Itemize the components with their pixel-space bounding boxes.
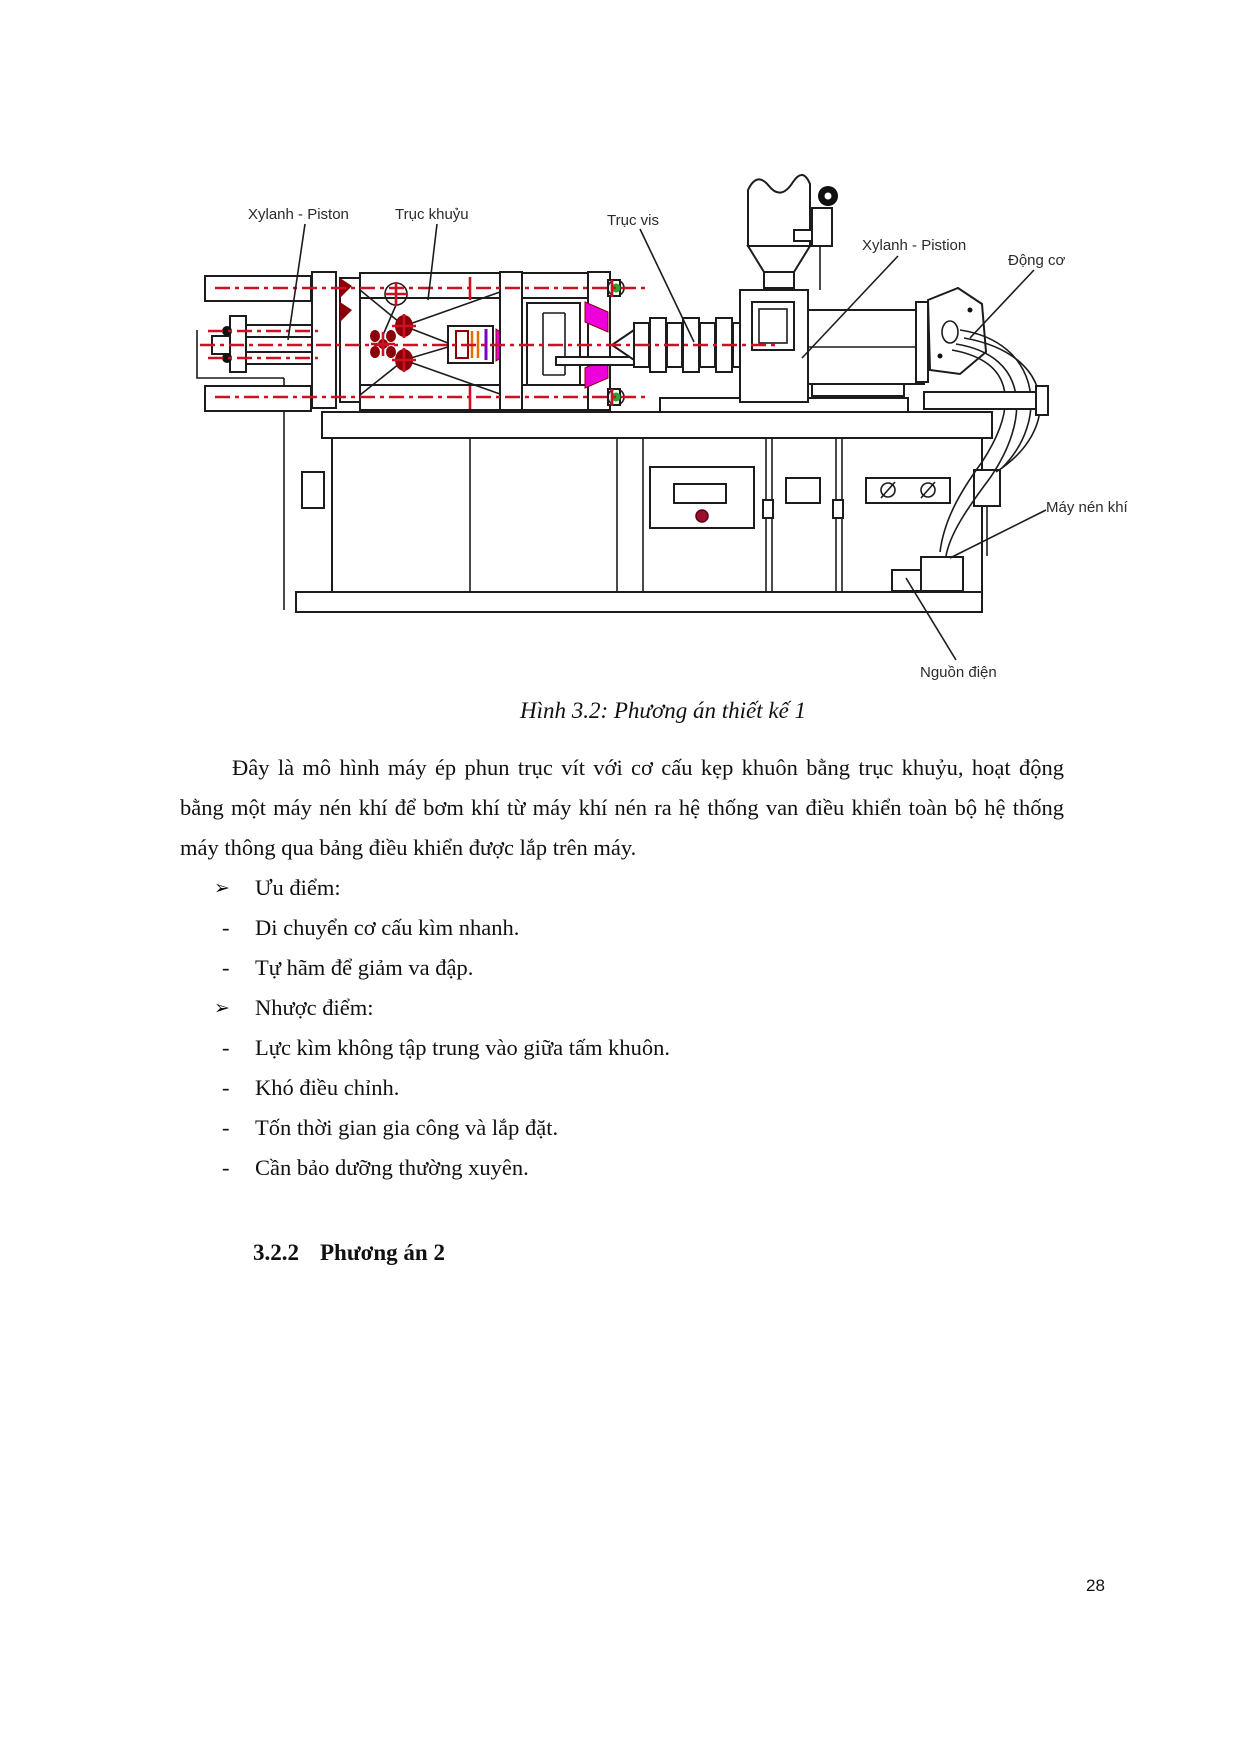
control-knob (696, 510, 708, 522)
bottom-rail (205, 386, 311, 411)
page-number: 28 (1086, 1576, 1105, 1595)
clamping-unit (312, 272, 624, 410)
list-item-text: Lực kìm không tập trung vào giữa tấm khuôn. (255, 1035, 670, 1060)
base-skirt (296, 592, 982, 612)
dash-bullet-icon: - (222, 1035, 230, 1060)
dash-bullet-icon: - (222, 955, 230, 980)
arrow-bullet-icon: ➢ (214, 877, 230, 899)
cable-junction-box (974, 470, 1000, 506)
hopper (748, 175, 820, 288)
list-item (180, 908, 1064, 948)
rod-cap (1036, 386, 1048, 415)
panel-window (786, 478, 820, 503)
compressor-box (921, 557, 963, 591)
figure-caption: Hình 3.2: Phương án thiết kế 1 (519, 698, 807, 723)
door-latch (833, 500, 843, 518)
list-item-text: Cần bảo dưỡng thường xuyên. (255, 1155, 529, 1180)
list-item (180, 1148, 1064, 1188)
section-number: 3.2.2 (253, 1240, 299, 1265)
label-dong-co: Động cơ (1008, 252, 1066, 269)
pros-cons-list (180, 868, 1064, 1188)
vent-box (866, 478, 950, 503)
section-heading (253, 1240, 445, 1266)
stationary-platen (588, 272, 610, 410)
label-may-nen-khi: Máy nén khí (1046, 499, 1128, 516)
hopper-sensor (812, 186, 838, 290)
label-xylanh-pistion: Xylanh - Pistion (862, 237, 967, 254)
list-item-text: Ưu điểm: (255, 875, 341, 900)
rear-platen (312, 272, 336, 408)
dash-bullet-icon: - (222, 1075, 230, 1100)
body-paragraph: Đây là mô hình máy ép phun trục vít với cơ cấu kẹp khuôn bằng trục khuỷu, hoạt động bằng một máy nén khí để bơm khí từ máy khí nén ra hệ thống van điều khiển toàn bộ hệ thống máy thông qua bảng điều khiển được lắp trên máy. (180, 755, 1064, 860)
list-item (180, 868, 1064, 908)
base-top-strip (322, 412, 992, 438)
moving-platen (500, 272, 522, 410)
figure-drawing (0, 0, 1240, 695)
cylinder-support (812, 384, 904, 396)
list-item-text: Nhược điểm: (255, 995, 374, 1020)
dash-bullet-icon: - (222, 1155, 230, 1180)
list-item (180, 1108, 1064, 1148)
control-panel (650, 467, 754, 528)
dash-bullet-icon: - (222, 915, 230, 940)
section-title: Phương án 2 (320, 1240, 445, 1265)
door-latch (763, 500, 773, 518)
rear-platen-2 (340, 278, 360, 402)
power-box (892, 570, 921, 591)
list-item-text: Khó điều chỉnh. (255, 1075, 400, 1100)
arrow-bullet-icon: ➢ (214, 997, 230, 1019)
label-nguon-dien: Nguồn điện (920, 664, 997, 681)
list-item (180, 1028, 1064, 1068)
list-item-text: Di chuyển cơ cấu kìm nhanh. (255, 915, 520, 940)
list-item (180, 948, 1064, 988)
label-truc-vis: Trục vis (607, 212, 659, 229)
list-item-text: Tốn thời gian gia công và lắp đặt. (255, 1115, 559, 1140)
label-truc-khuyu: Trục khuỷu (395, 206, 469, 223)
label-xylanh-piston: Xylanh - Piston (248, 206, 349, 223)
clamping-cylinder-unit (205, 276, 312, 411)
motor-flange (916, 302, 928, 382)
list-item (180, 1068, 1064, 1108)
dash-bullet-icon: - (222, 1115, 230, 1140)
control-display (674, 484, 726, 503)
list-item (180, 988, 1064, 1028)
carriage-rail (556, 357, 640, 365)
base-foot-left (302, 472, 324, 508)
list-item-text: Tự hãm để giảm va đập. (255, 955, 474, 980)
